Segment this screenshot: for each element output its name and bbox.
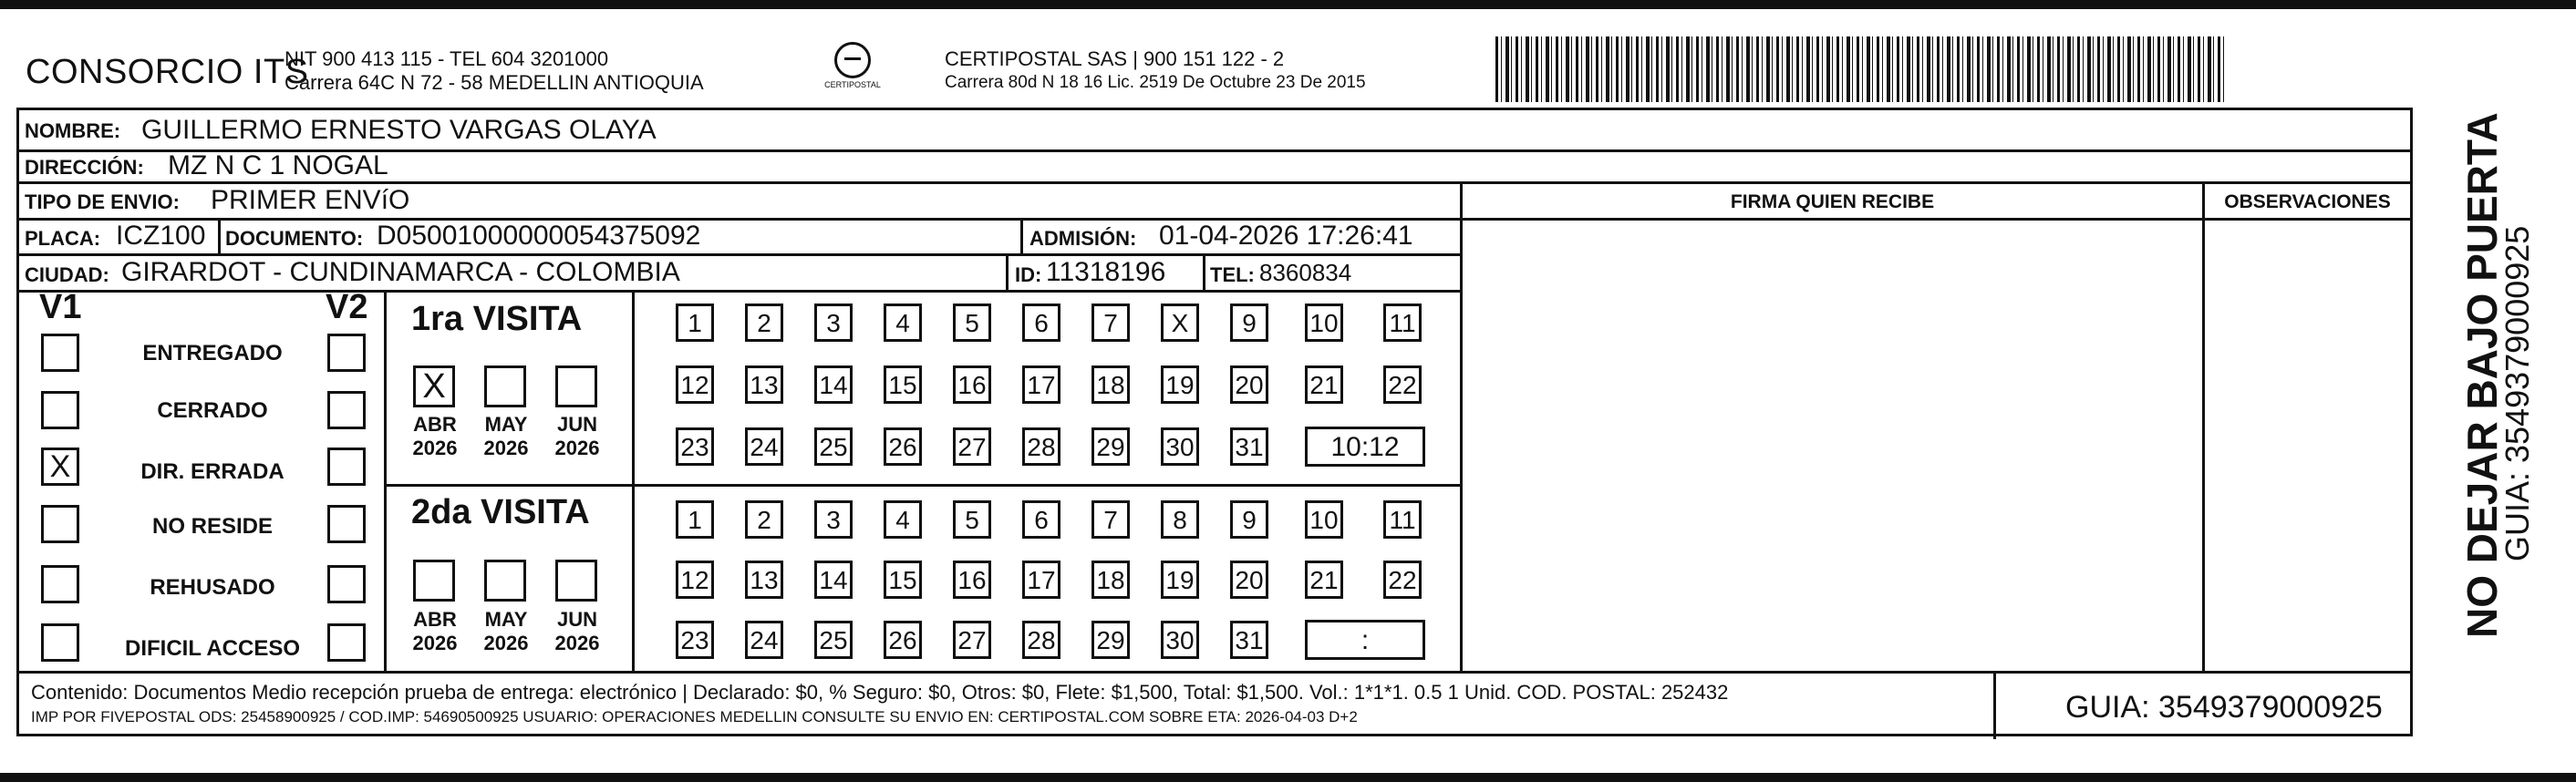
visit1-day-box[interactable]: 21 [1305,365,1343,404]
visit1-day-box[interactable]: 27 [953,427,991,466]
visit2-title: 2da VISITA [411,493,590,531]
reason-cerrado: CERRADO [157,398,268,423]
visit1-day-box[interactable]: 7 [1091,304,1130,342]
v2-checkbox-rehusado[interactable] [327,565,366,603]
visit1-day-box[interactable]: 3 [814,304,853,342]
divider [19,290,1460,293]
visit2-day-box[interactable]: 22 [1383,561,1422,599]
visit2-day-box[interactable]: 9 [1230,500,1268,539]
footer-guia: GUIA: 3549379000925 [2065,690,2383,725]
month-label: JUN [556,413,597,436]
id-label: ID: [1015,263,1042,286]
divider [1460,181,1463,671]
tipo-envio-label: TIPO DE ENVIO: [25,190,180,213]
v2-checkbox-no-reside[interactable] [327,505,366,543]
visit2-month-abr [406,608,464,655]
visit2-month-abr-box[interactable] [413,560,455,602]
visit2-day-box[interactable]: 18 [1091,561,1130,599]
side-warning: NO DEJAR BAJO PUERTA [2458,112,2506,638]
visit2-day-box[interactable]: 8 [1161,500,1199,539]
reason-rehusado: REHUSADO [150,575,275,600]
visit1-day-box[interactable]: 4 [884,304,922,342]
divider [1006,253,1009,290]
divider [1203,253,1205,290]
visit2-month-may-box[interactable] [484,560,526,602]
visit1-month-abr-box[interactable]: X [413,365,455,407]
visit1-month-abr [406,413,464,460]
visit2-day-box[interactable]: 24 [745,621,783,659]
top-border [0,0,2576,9]
visit1-day-box[interactable]: 24 [745,427,783,466]
v1-checkbox-rehusado[interactable] [41,565,79,603]
footer-content-line: Contenido: Documentos Medio recepción prueba de entrega: electrónico | Declarado: $0, % Seguro: $0, Otros: $0, Flete: $1,500, Total: $1,500. Vol.: 1*1*1. 0.5 1 Unid. COD. POSTAL: 252432 [31,681,1729,704]
visit1-month-jun [548,413,606,460]
visit1-day-box[interactable]: 12 [676,365,714,404]
reason-entregado: ENTREGADO [142,341,283,365]
footer-imp-line: IMP POR FIVEPOSTAL ODS: 25458900925 / COD.IMP: 54690500925 USUARIO: OPERACIONES MEDELLIN CONSULTE SU ENVIO EN: CERTIPOSTAL.COM SOBRE ETA: 2026-04-03 D+2 [31,708,1358,725]
reason-no-reside: NO RESIDE [151,514,274,539]
visit1-day-box[interactable]: 18 [1091,365,1130,404]
visit1-day-box[interactable]: 22 [1383,365,1422,404]
placa-value: ICZ100 [116,221,206,251]
month-label: MAY [484,608,528,631]
id-value: 11318196 [1046,257,1166,287]
visit2-day-box[interactable]: 12 [676,561,714,599]
visit1-day-box[interactable]: 11 [1383,304,1422,342]
visit2-day-box[interactable]: 5 [953,500,991,539]
ciudad-value: GIRARDOT - CUNDINAMARCA - COLOMBIA [121,257,680,287]
visit1-day-box[interactable]: 10 [1305,304,1343,342]
visit1-month-may-box[interactable] [484,365,526,407]
month-label: ABR [413,413,457,436]
visit2-day-box[interactable]: 26 [884,621,922,659]
reason-dir-errada: DIR. ERRADA [140,459,284,484]
visit1-title: 1ra VISITA [411,300,583,338]
documento-value: D05001000000054375092 [377,221,701,251]
address-line: Carrera 64C N 72 - 58 MEDELLIN ANTIOQUIA [284,71,704,94]
visit1-month-jun-box[interactable] [555,365,597,407]
barcode [1495,36,2225,102]
divider [1020,218,1023,254]
v1-checkbox-cerrado[interactable] [41,391,79,429]
visit2-day-box[interactable]: 14 [814,561,853,599]
visit2-month-jun [548,608,606,655]
certipostal-info [945,47,1366,95]
visit2-day-box[interactable]: 10 [1305,500,1343,539]
divider [384,484,1460,487]
logo-icon [834,42,871,78]
visit1-day-box[interactable]: 20 [1230,365,1268,404]
visit1-day-box[interactable]: 5 [953,304,991,342]
documento-label: DOCUMENTO: [225,227,364,250]
divider [1993,671,1996,739]
logo-text: CERTIPOSTAL [824,80,881,89]
visit2-day-box[interactable]: 25 [814,621,853,659]
visit2-day-box[interactable]: 23 [676,621,714,659]
tipo-envio-value: PRIMER ENVíO [211,185,410,215]
v2-checkbox-dir-errada[interactable] [327,448,366,486]
month-year: 2026 [554,437,600,459]
nombre-label: NOMBRE: [25,119,121,142]
divider [218,218,221,254]
visit1-day-box[interactable]: 13 [745,365,783,404]
visit2-month-may [477,608,535,655]
month-year: 2026 [483,632,529,654]
v2-checkbox-cerrado[interactable] [327,391,366,429]
visit2-day-box[interactable]: 28 [1022,621,1060,659]
tel-label: TEL: [1210,263,1255,286]
month-year: 2026 [412,437,458,459]
visit1-day-box[interactable]: 30 [1161,427,1199,466]
visit1-day-box[interactable]: 17 [1022,365,1060,404]
visit2-day-box[interactable]: 7 [1091,500,1130,539]
direccion-label: DIRECCIÓN: [25,156,144,179]
firma-header: FIRMA QUIEN RECIBE [1730,191,1935,212]
v2-header: V2 [326,288,368,326]
divider [384,290,387,671]
v2-checkbox-dificil-acceso[interactable] [327,623,366,662]
visit2-day-box[interactable]: 17 [1022,561,1060,599]
visit2-time[interactable]: : [1305,620,1425,660]
side-guia: GUIA: 3549379000925 [2498,225,2536,561]
v1-header: V1 [39,288,82,326]
visit1-time[interactable]: 10:12 [1305,427,1425,467]
month-year: 2026 [412,632,458,654]
month-label: MAY [484,413,528,436]
visit2-day-box[interactable]: 30 [1161,621,1199,659]
visit1-day-box[interactable]: 2 [745,304,783,342]
visit1-day-box[interactable]: 26 [884,427,922,466]
admision-label: ADMISIÓN: [1029,227,1137,250]
visit2-month-jun-box[interactable] [555,560,597,602]
visit2-day-box[interactable]: 1 [676,500,714,539]
direccion-value: MZ N C 1 NOGAL [168,150,388,180]
visit1-day-box[interactable]: 15 [884,365,922,404]
visit1-day-box[interactable]: 9 [1230,304,1268,342]
visit2-day-box[interactable]: 6 [1022,500,1060,539]
certipostal-logo [816,42,889,89]
visit1-day-box[interactable]: X [1161,304,1199,342]
visit1-day-box[interactable]: 1 [676,304,714,342]
visit2-day-box[interactable]: 31 [1230,621,1268,659]
company-info [284,47,704,95]
visit1-day-box[interactable]: 28 [1022,427,1060,466]
visit2-day-box[interactable]: 19 [1161,561,1199,599]
v1-checkbox-dir-errada[interactable]: X [41,448,79,486]
month-label: ABR [413,608,457,631]
visit1-day-box[interactable]: 25 [814,427,853,466]
visit2-day-box[interactable]: 4 [884,500,922,539]
nit-line: NIT 900 413 115 - TEL 604 3201000 [284,47,609,70]
visit1-day-box[interactable]: 31 [1230,427,1268,466]
divider [19,253,1460,256]
nombre-value: GUILLERMO ERNESTO VARGAS OLAYA [141,115,657,145]
month-year: 2026 [554,632,600,654]
visit1-day-box[interactable]: 6 [1022,304,1060,342]
divider [2202,181,2205,671]
divider [19,181,2410,184]
admision-value: 01-04-2026 17:26:41 [1159,221,1413,251]
reason-dificil-acceso: DIFICIL ACCESO [124,636,300,661]
company-name: CONSORCIO ITS [26,53,309,91]
bottom-border [0,773,2576,782]
visit1-day-box[interactable]: 19 [1161,365,1199,404]
v1-checkbox-entregado[interactable] [41,334,79,372]
visit2-day-box[interactable]: 20 [1230,561,1268,599]
observaciones-header: OBSERVACIONES [2224,191,2391,212]
v1-checkbox-no-reside[interactable] [41,505,79,543]
certi-line1: CERTIPOSTAL SAS | 900 151 122 - 2 [945,47,1285,70]
divider [632,290,635,671]
visit2-day-box[interactable]: 16 [953,561,991,599]
month-year: 2026 [483,437,529,459]
v2-checkbox-entregado[interactable] [327,334,366,372]
visit2-day-box[interactable]: 11 [1383,500,1422,539]
visit1-day-box[interactable]: 29 [1091,427,1130,466]
v1-checkbox-dificil-acceso[interactable] [41,623,79,662]
visit2-day-box[interactable]: 13 [745,561,783,599]
visit2-day-box[interactable]: 21 [1305,561,1343,599]
visit1-day-box[interactable]: 16 [953,365,991,404]
certi-line2: Carrera 80d N 18 16 Lic. 2519 De Octubre 23 De 2015 [945,73,1366,92]
visit2-day-box[interactable]: 3 [814,500,853,539]
ciudad-label: CIUDAD: [25,263,109,286]
divider [19,671,2410,674]
visit2-day-box[interactable]: 27 [953,621,991,659]
visit1-day-box[interactable]: 14 [814,365,853,404]
visit2-day-box[interactable]: 2 [745,500,783,539]
visit1-month-may [477,413,535,460]
visit2-day-box[interactable]: 15 [884,561,922,599]
guide-form [16,108,2413,736]
visit1-day-box[interactable]: 23 [676,427,714,466]
visit2-day-box[interactable]: 29 [1091,621,1130,659]
tel-value: 8360834 [1259,259,1352,286]
month-label: JUN [556,608,597,631]
placa-label: PLACA: [25,227,101,250]
